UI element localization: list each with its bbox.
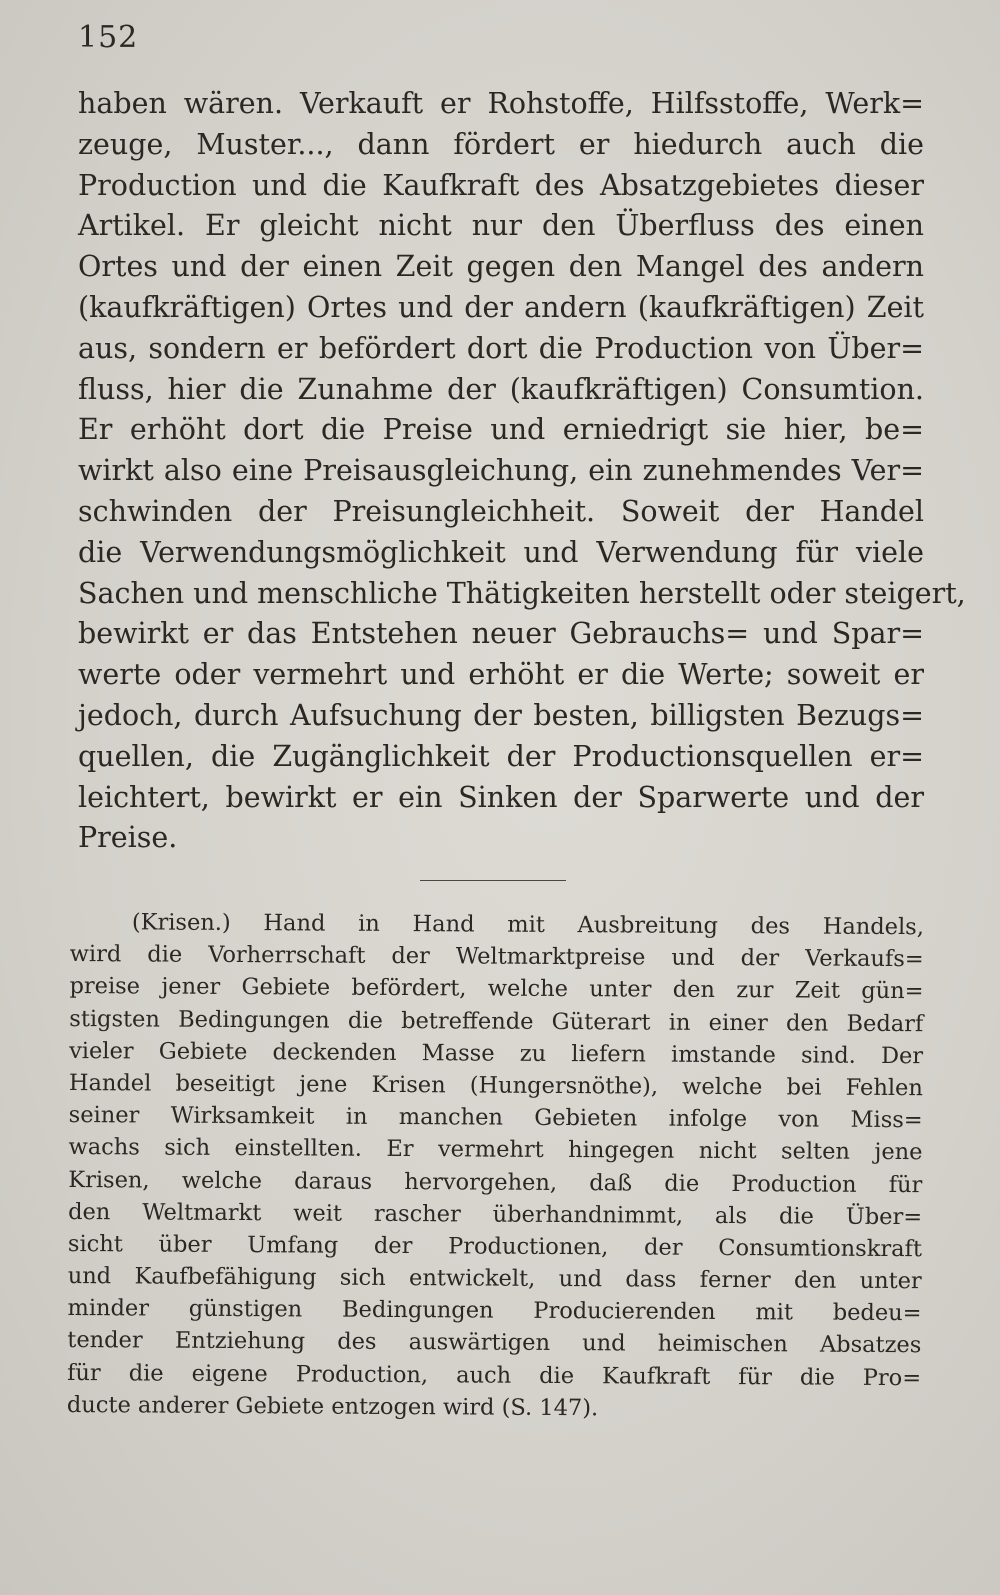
text-line: Ortes und der einen Zeit gegen den Mangel des andern (78, 250, 924, 284)
text-line: tender Entziehung des auswärtigen und heimischen Absatzes (67, 1327, 922, 1359)
text-line: die Verwendungsmöglichkeit und Verwendung für viele (78, 535, 924, 569)
text-line: Er erhöht dort die Preise und erniedrigt sie hier, be= (78, 413, 924, 447)
text-line: (kaufkräftigen) Ortes und der andern (kaufkräftigen) Zeit (78, 290, 924, 324)
text-line: vieler Gebiete deckenden Masse zu liefern imstande sind. Der (69, 1037, 924, 1069)
text-line: wirkt also eine Preisausgleichung, ein zunehmendes Ver= (78, 454, 924, 488)
text-line: und Kaufbefähigung sich entwickelt, und dass ferner den unter (67, 1263, 922, 1295)
main-paragraph (78, 84, 966, 859)
text-line: schwinden der Preisungleichheit. Soweit der Handel (78, 494, 924, 528)
text-line: stigsten Bedingungen die betreffende Güterart in einer den Bedarf (69, 1005, 924, 1037)
text-line: werte oder vermehrt und erhöht er die Werte; soweit er (78, 658, 924, 692)
text-line: (Krisen.) Hand in Hand mit Ausbreitung des Handels, (131, 909, 924, 941)
text-line: quellen, die Zugänglichkeit der Productionsquellen er= (78, 739, 924, 773)
text-line: Handel beseitigt jene Krisen (Hungersnöthe), welche bei Fehlen (68, 1069, 923, 1102)
text-line: sicht über Umfang der Productionen, der Consumtionskraft (67, 1230, 922, 1263)
text-line: ducte anderer Gebiete entzogen wird (S. 147). (66, 1391, 599, 1422)
text-line: fluss, hier die Zunahme der (kaufkräftigen) Consumtion. (78, 372, 924, 406)
text-line: preise jener Gebiete befördert, welche unter den zur Zeit gün= (69, 973, 924, 1005)
section-divider (420, 880, 566, 881)
text-line: minder günstigen Bedingungen Producierenden mit bedeu= (67, 1295, 922, 1327)
text-line: zeuge, Muster..., dann fördert er hiedurch auch die (78, 127, 924, 161)
text-line: Production und die Kaufkraft des Absatzgebietes dieser (78, 168, 924, 202)
text-line: jedoch, durch Aufsuchung der besten, billigsten Bezugs= (78, 698, 924, 732)
page-number: 152 (78, 20, 139, 55)
text-line: Artikel. Er gleicht nicht nur den Überfluss des einen (78, 209, 924, 243)
text-line: leichtert, bewirkt er ein Sinken der Sparwerte und der (78, 780, 924, 814)
text-line: seiner Wirksamkeit in manchen Gebieten infolge von Miss= (68, 1102, 923, 1134)
text-line: Krisen, welche daraus hervorgehen, daß die Production für (68, 1166, 923, 1198)
text-line: bewirkt er das Entstehen neuer Gebrauchs= und Spar= (78, 617, 924, 651)
text-line: haben wären. Verkauft er Rohstoffe, Hilfsstoffe, Werk= (78, 87, 924, 120)
text-line: für die eigene Production, auch die Kaufkraft für die Pro= (67, 1359, 922, 1391)
text-line: Sachen und menschliche Thätigkeiten herstellt oder steigert, (78, 576, 966, 610)
text-line: wird die Vorherrschaft der Weltmarktpreise und der Verkaufs= (69, 941, 924, 973)
text-line: den Weltmarkt weit rascher überhandnimmt, als die Über= (68, 1198, 923, 1230)
text-line: Preise. (78, 821, 178, 855)
text-line: wachs sich einstellten. Er vermehrt hingegen nicht selten jene (68, 1134, 923, 1166)
text-line: aus, sondern er befördert dort die Production von Über= (78, 331, 924, 365)
krisen-paragraph (67, 906, 924, 1426)
